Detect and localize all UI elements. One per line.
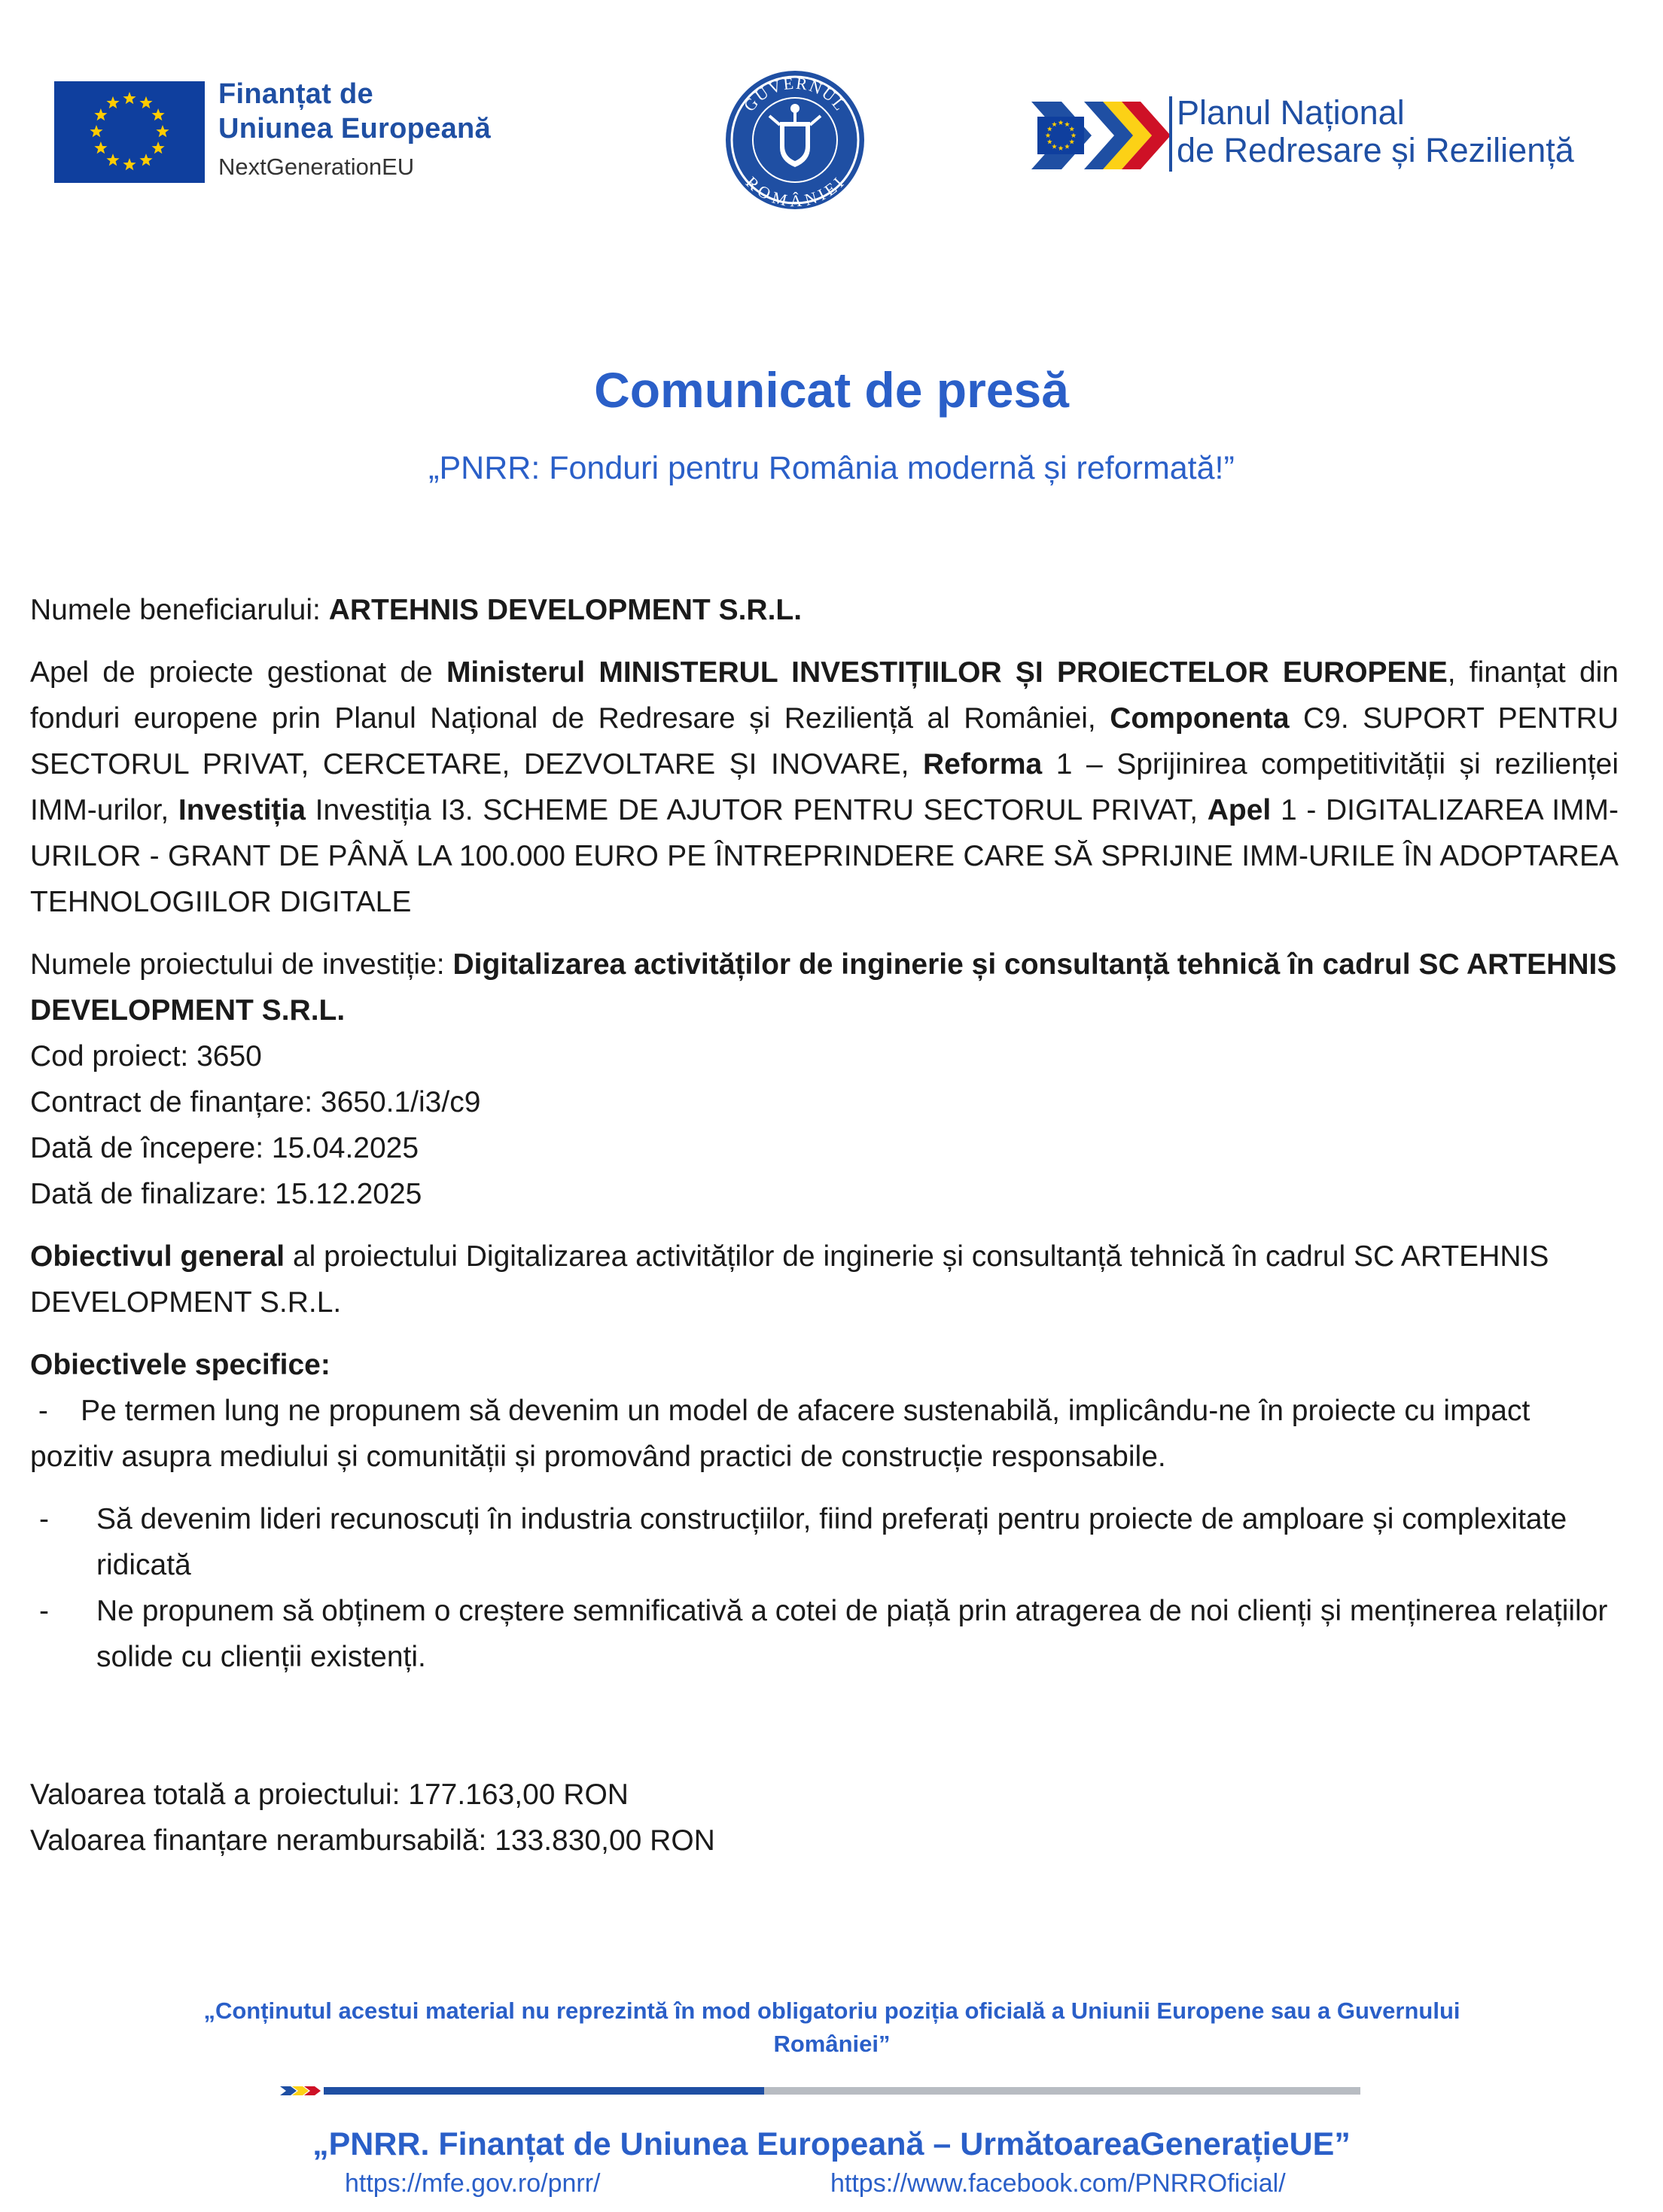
call-text-4: 1 – Sprijinirea competitivității și rezilienței IMM-urilor,	[30, 748, 1619, 826]
pnrr-text	[1177, 94, 1613, 169]
pnrr-divider	[1169, 96, 1172, 172]
pnrr-arrow-flag-icon	[1031, 94, 1171, 177]
call-investment-label: Investiția	[178, 794, 306, 826]
eu-line1: Finanțat de	[218, 78, 373, 110]
call-apel-label: Apel	[1207, 794, 1272, 826]
pnrr-line1: Planul Național	[1177, 93, 1405, 132]
project-name-value: Digitalizarea activităților de inginerie și consultanță tehnică în cadrul SC ARTEHNIS DEVELOPMENT S.R.L.	[30, 948, 1617, 1027]
specific-objective-text: Să devenim lideri recunoscuți în industria construcțiilor, fiind preferați pentru proiecte de amploare și complexitate ridicată	[96, 1503, 1567, 1581]
facebook-pnrr-link[interactable]: https://www.facebook.com/PNRROficial/	[830, 2169, 1286, 2198]
grant-value: Valoarea finanțare nerambursabilă: 133.830,00 RON	[30, 1824, 715, 1857]
list-dash: -	[39, 1595, 49, 1627]
specific-objectives-heading	[30, 1342, 1619, 1388]
government-seal-logo	[724, 69, 866, 211]
general-objective-label: Obiectivul general	[30, 1240, 285, 1273]
pnrr-logo	[1031, 94, 1171, 177]
page-subtitle: „PNRR: Fonduri pentru România modernă și reformată!”	[428, 450, 1235, 486]
mfe-pnrr-link[interactable]: https://mfe.gov.ro/pnrr/	[345, 2169, 601, 2198]
eu-line3: NextGenerationEU	[218, 154, 415, 180]
specific-objective-item	[30, 1588, 1619, 1680]
specific-objective-first: - Pe termen lung ne propunem să devenim un model de afacere sustenabilă, implicându-ne în proiecte cu impact pozitiv asupra mediului și comunității și promovând practici de construcție responsabile.	[30, 1395, 1539, 1473]
specific-objectives-label: Obiectivele specifice:	[30, 1349, 330, 1381]
page-title: Comunicat de presă	[594, 362, 1069, 418]
eu-line2: Uniunea Europeană	[218, 113, 491, 145]
general-objective	[30, 1234, 1619, 1325]
call-text-5: Investiția I3. SCHEME DE AJUTOR PENTRU SECTORUL PRIVAT,	[305, 794, 1208, 826]
project-code: Cod proiect: 3650	[30, 1040, 262, 1073]
call-ministry: Ministerul MINISTERUL INVESTIȚIILOR ȘI PROIECTELOR EUROPENE	[446, 656, 1448, 689]
government-seal-icon	[724, 69, 866, 211]
pnrr-line2: de Redresare și Reziliență	[1177, 131, 1574, 169]
footer-divider	[280, 2085, 1360, 2097]
call-reform-label: Reforma	[923, 748, 1043, 780]
beneficiary-label: Numele beneficiarului:	[30, 594, 329, 626]
call-text-3: C9. SUPORT PENTRU SECTORUL PRIVAT, CERCETARE, DEZVOLTARE ȘI INOVARE,	[30, 702, 1619, 780]
call-text-2: , finanțat din fonduri europene prin Planul Național de Redresare și Reziliență al României,	[30, 656, 1619, 735]
project-contract: Contract de finanțare: 3650.1/i3/c9	[30, 1086, 481, 1118]
project-name-label: Numele proiectului de investiție:	[30, 948, 453, 981]
total-value: Valoarea totală a proiectului: 177.163,00 RON	[30, 1778, 629, 1811]
specific-objective-text: Ne propunem să obținem o creștere semnificativă a cotei de piață prin atragerea de noi clienți și menținerea relațiilor solide cu clienții existenți.	[96, 1595, 1608, 1673]
eu-flag-logo	[54, 81, 205, 183]
specific-objective-item	[30, 1496, 1619, 1588]
eu-funding-text	[218, 77, 535, 184]
disclaimer: „Conținutul acestui material nu reprezintă în mod obligatoriu poziția oficială a Uniunii Europene sau a Guvernului României”	[203, 1997, 1460, 2057]
call-component-label: Componenta	[1110, 702, 1290, 735]
seal-text-bottom: ROMÂNIEI	[742, 172, 848, 211]
project-start-date: Dată de începere: 15.04.2025	[30, 1132, 419, 1164]
beneficiary-value: ARTEHNIS DEVELOPMENT S.R.L.	[328, 594, 803, 626]
footer-slogan: „PNRR. Finanțat de Uniunea Europeană – UrmătoareaGenerațieUE”	[312, 2126, 1351, 2162]
beneficiary-line	[30, 587, 1619, 633]
document-body	[30, 587, 1619, 1864]
call-text-1: Apel de proiecte gestionat de	[30, 656, 446, 689]
call-paragraph	[30, 650, 1619, 925]
seal-text-top: GUVERNUL	[739, 73, 851, 115]
project-end-date: Dată de finalizare: 15.12.2025	[30, 1178, 422, 1210]
general-objective-text: al proiectului Digitalizarea activităților de inginerie și consultanță tehnică în cadrul SC ARTEHNIS DEVELOPMENT S.R.L.	[30, 1240, 1549, 1319]
list-dash: -	[39, 1503, 49, 1535]
eu-stars-icon	[54, 81, 205, 183]
project-name-line	[30, 942, 1619, 1033]
footer-bar-graphic	[280, 2085, 1360, 2097]
call-text-6: 1 - DIGITALIZAREA IMM-URILOR - GRANT DE PÂNĂ LA 100.000 EURO PE ÎNTREPRINDERE CARE SĂ SPRIJINE IMM-URILE ÎN ADOPTAREA TEHNOLOGIILOR DIGITALE	[30, 794, 1619, 918]
